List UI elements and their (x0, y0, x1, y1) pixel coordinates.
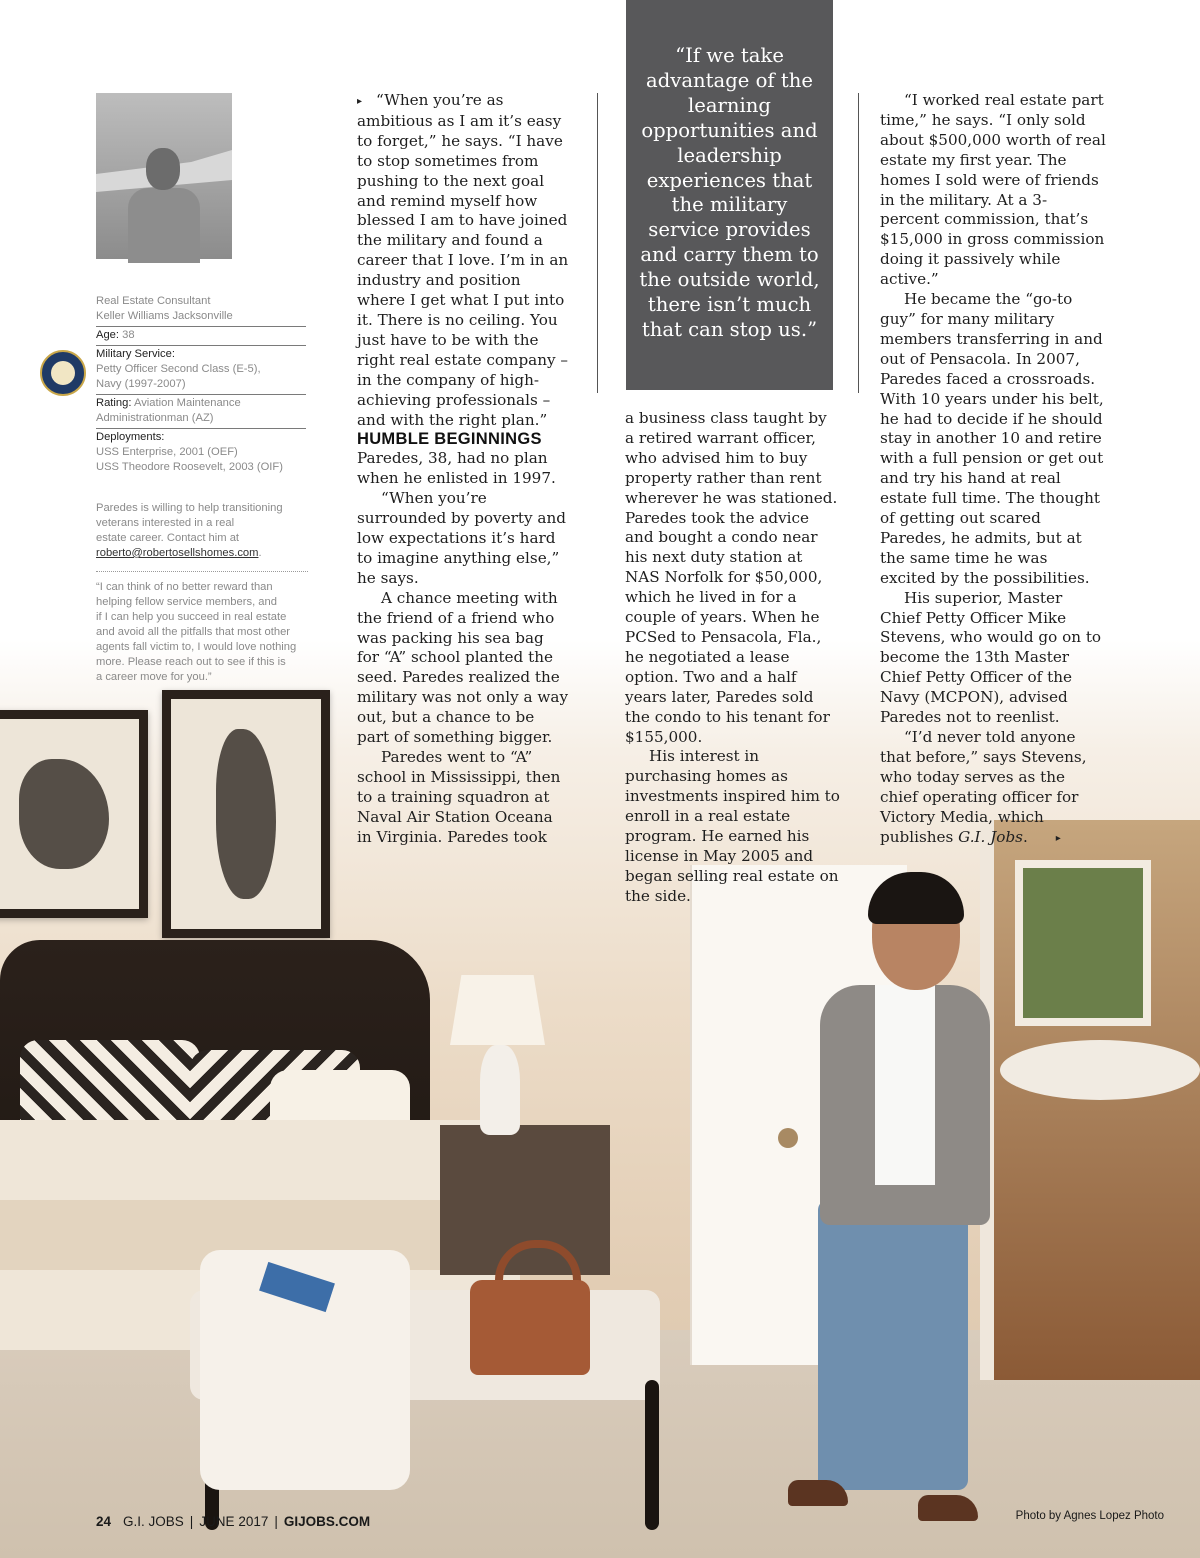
photo-credit: Photo by Agnes Lopez Photo (1015, 1510, 1164, 1522)
door-knob (778, 1128, 798, 1148)
article-column-2 (625, 409, 840, 907)
portrait-head (146, 148, 180, 190)
paragraph: Paredes went to “A” school in Mississippi, then to a training squadron at Naval Air Station Oceana in Virginia. Paredes took (357, 748, 561, 846)
paragraph: His interest in purchasing homes as investments inspired him to enroll in a real estate program. He earned his license in May 2005 and began selling real estate on the side. (625, 747, 840, 905)
magazine-name: G.I. JOBS (123, 1514, 184, 1529)
profile-age: Age: 38 (96, 327, 306, 346)
navy-seal-icon (40, 350, 86, 396)
paragraph: a business class taught by a retired warrant officer, who advised him to buy property rather than rent wherever he was stationed. Paredes took the advice and bought a condo near his next duty station at NAS Norfolk for $50,000, which he lived in for a couple of years. When he PCSed to Pensacola, Fla., he negotiated a lease option. Two and a half years later, Paredes sold the condo to his tenant for $155,000. (625, 409, 838, 746)
bathroom-window (1015, 860, 1151, 1026)
profile-rating: Rating: Aviation Maintenance Administrationman (AZ) (96, 395, 306, 429)
paragraph: A chance meeting with the friend of a friend who was packing his sea bag for “A” school planted the seed. Paredes realized the military was not only a way out, but a chance to be part of something bigger. (357, 588, 569, 747)
wall-art-frame-right (162, 690, 330, 938)
bathtub (1000, 1040, 1200, 1100)
issue-date: JUNE 2017 (199, 1514, 269, 1529)
paragraph: “When you’re surrounded by poverty and low expectations it’s hard to imagine anything else,” he says. (357, 489, 566, 587)
paragraph: ▸ “When you’re as ambitious as I am it’s easy to forget,” he says. “I have to stop sometimes from pushing to the next goal and remind myself how blessed I am to have joined the military and found a career that I love. I’m in an industry and position where I get what I put into it. There is no ceiling. You just have to be with the right real estate company – in the company of high-achieving professionals – and with the right plan.” (357, 91, 569, 429)
contact-note: Paredes is willing to help transitioning veterans interested in a real estate career. Contact him at roberto@robertosellshomes.com. “I can think of no better reward than helping fellow service members, and if I can help you succeed in real estate and avoid all the pitfalls that most other agents fall victim to, I would love nothing more. Please reach out to see if this is a career move for you.” (96, 501, 308, 685)
page-footer: 24 G.I. JOBS | JUNE 2017 | GIJOBS.COM (96, 1514, 371, 1529)
handbag (470, 1280, 590, 1375)
email-link[interactable]: roberto@robertosellshomes.com (96, 547, 259, 559)
profile-deployments: Deployments: USS Enterprise, 2001 (OEF) USS Theodore Roosevelt, 2003 (OIF) (96, 431, 283, 473)
paragraph: “I’d never told anyone that before,” says Stevens, who today serves as the chief operating officer for Victory Media, which publishes G.I. Jobs. ▸ (880, 728, 1106, 848)
person-jeans (818, 1200, 968, 1490)
dotted-divider (96, 571, 308, 572)
profile-title: Real Estate Consultant Keller Williams Jacksonville (96, 293, 306, 327)
pull-quote: “If we take advantage of the learning opportunities and leadership experiences that the military service provides and carry them to the outside world, there isn’t much that can stop us.” (626, 0, 833, 390)
article-column-1 (357, 91, 569, 848)
column-divider (858, 93, 859, 393)
paragraph: His superior, Master Chief Petty Officer Mike Stevens, who would go on to become the 13th Master Chief Petty Officer of the Navy (MCPON), advised Paredes not to reenlist. (880, 588, 1102, 727)
paragraph: He became the “go-to guy” for many military members transferring in and out of Pensacola. In 2007, Paredes faced a crossroads. With 10 years under his belt, he had to decide if he should stay in another 10 and retire with a full pension or get out and try his hand at real estate full time. The thought of getting out scared Paredes, he admits, but at the same time he was excited by the possibilities. (880, 290, 1104, 587)
shoe (788, 1480, 848, 1506)
bench-leg (645, 1380, 659, 1530)
portrait-body (128, 188, 200, 263)
wall-art-frame-left (0, 710, 148, 918)
article-column-3 (880, 91, 1106, 848)
profile-quote: “I can think of no better reward than helping fellow service members, and if I can help you succeed in real estate and avoid all the pitfalls that most other agents fall victim to, I would love nothing more. Please reach out to see if this is a career move for you.” (96, 581, 297, 683)
website-link[interactable]: GIJOBS.COM (283, 1514, 371, 1529)
paragraph: Paredes, 38, had no plan when he enlisted in 1997. (357, 449, 556, 488)
page-number: 24 (96, 1514, 112, 1529)
portrait-photo (96, 93, 232, 283)
profile-details (96, 293, 306, 475)
shoe (918, 1495, 978, 1521)
continue-arrow-icon: ▸ (1055, 832, 1061, 844)
profile-service: Military Service: Petty Officer Second Class (E-5), Navy (1997-2007) (96, 346, 306, 395)
continue-arrow-icon: ▸ (357, 96, 363, 107)
section-subhead: HUMBLE BEGINNINGS (357, 430, 542, 449)
lamp-shade (450, 975, 545, 1045)
paragraph: “I worked real estate part time,” he says. “I only sold about $500,000 worth of real estate my first year. The homes I sold were of friends in the military. At a 3-percent commission, that’s $15,000 in gross commission doing it passively while active.” (880, 91, 1106, 289)
person-shirt (875, 985, 935, 1185)
lamp-base (480, 1045, 520, 1135)
column-divider (597, 93, 598, 393)
